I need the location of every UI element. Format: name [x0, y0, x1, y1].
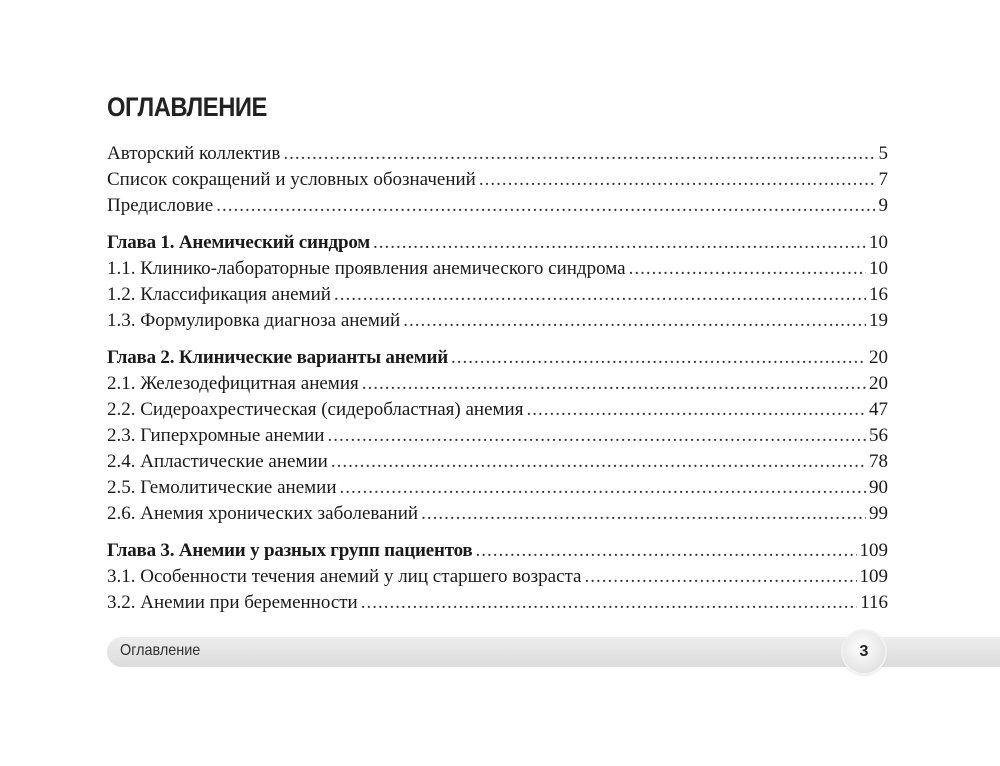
dot-leader: [362, 371, 866, 397]
page-title: ОГЛАВЛЕНИЕ: [107, 92, 267, 122]
dot-leader: [216, 193, 875, 219]
toc-entry-page: 20: [869, 347, 888, 368]
toc-chapter-2[interactable]: [107, 345, 888, 371]
dot-leader: [451, 345, 866, 371]
toc-chapter-title: Глава 3. Анемии у разных групп пациентов: [107, 540, 473, 561]
toc-entry-label: Предисловие: [107, 195, 214, 216]
toc-entry-label: 3.2. Анемии при беременности: [107, 592, 358, 613]
dot-leader: [629, 256, 866, 282]
toc-entry-label: 2.3. Гиперхромные анемии: [107, 425, 325, 446]
toc-entry-authors[interactable]: [107, 141, 888, 167]
toc-entry-abbreviations[interactable]: [107, 167, 888, 193]
dot-leader: [361, 590, 857, 616]
toc-entry-page: 16: [869, 284, 888, 305]
toc-entry-page: 109: [859, 566, 888, 587]
toc-entry-label: 1.1. Клинико-лабораторные проявления анемического синдрома: [107, 258, 626, 279]
toc-entry-page: 47: [869, 399, 888, 420]
toc-chapter-1[interactable]: [107, 230, 888, 256]
toc-section-1-3[interactable]: [107, 308, 888, 334]
dot-leader: [327, 423, 866, 449]
toc-entry-page: 99: [869, 503, 888, 524]
toc-entry-label: 2.2. Сидероахрестическая (сидеробластная) анемия: [107, 399, 524, 420]
toc-section-2-6[interactable]: [107, 501, 888, 527]
toc-entry-label: Список сокращений и условных обозначений: [107, 169, 476, 190]
page-number-badge: 3: [843, 631, 885, 673]
dot-leader: [403, 308, 866, 334]
toc-entry-preface[interactable]: [107, 193, 888, 219]
toc-entry-page: 56: [869, 425, 888, 446]
toc-entry-label: 2.6. Анемия хронических заболеваний: [107, 503, 419, 524]
table-of-contents: [107, 141, 888, 616]
dot-leader: [475, 538, 856, 564]
toc-chapter-3[interactable]: [107, 538, 888, 564]
toc-entry-page: 109: [859, 540, 888, 561]
dot-leader: [421, 501, 866, 527]
toc-entry-page: 78: [869, 451, 888, 472]
toc-entry-page: 116: [860, 592, 888, 613]
toc-entry-page: 19: [869, 310, 888, 331]
toc-section-2-2[interactable]: [107, 397, 888, 423]
dot-leader: [331, 449, 866, 475]
toc-section-1-2[interactable]: [107, 282, 888, 308]
toc-entry-page: 90: [869, 477, 888, 498]
toc-entry-label: Авторский коллектив: [107, 143, 281, 164]
toc-chapter-title: Глава 1. Анемический синдром: [107, 232, 370, 253]
toc-section-2-3[interactable]: [107, 423, 888, 449]
running-footer-label: Оглавление: [120, 642, 201, 659]
dot-leader: [584, 564, 856, 590]
toc-section-1-1[interactable]: [107, 256, 888, 282]
toc-entry-page: 5: [878, 143, 888, 164]
toc-section-2-5[interactable]: [107, 475, 888, 501]
toc-entry-page: 7: [878, 169, 888, 190]
dot-leader: [526, 397, 866, 423]
toc-entry-page: 20: [869, 373, 888, 394]
toc-section-3-1[interactable]: [107, 564, 888, 590]
toc-entry-label: 2.4. Апластические анемии: [107, 451, 328, 472]
dot-leader: [283, 141, 875, 167]
toc-entry-label: 1.2. Классификация анемий: [107, 284, 331, 305]
toc-chapter-title: Глава 2. Клинические варианты анемий: [107, 347, 448, 368]
toc-section-3-2[interactable]: [107, 590, 888, 616]
toc-section-2-4[interactable]: [107, 449, 888, 475]
toc-entry-label: 2.5. Гемолитические анемии: [107, 477, 337, 498]
dot-leader: [339, 475, 866, 501]
dot-leader: [479, 167, 876, 193]
toc-entry-page: 9: [878, 195, 888, 216]
toc-entry-page: 10: [869, 258, 888, 279]
dot-leader: [334, 282, 866, 308]
toc-entry-page: 10: [869, 232, 888, 253]
dot-leader: [373, 230, 866, 256]
toc-entry-label: 3.1. Особенности течения анемий у лиц старшего возраста: [107, 566, 582, 587]
toc-entry-label: 2.1. Железодефицитная анемия: [107, 373, 359, 394]
toc-section-2-1[interactable]: [107, 371, 888, 397]
toc-entry-label: 1.3. Формулировка диагноза анемий: [107, 310, 401, 331]
